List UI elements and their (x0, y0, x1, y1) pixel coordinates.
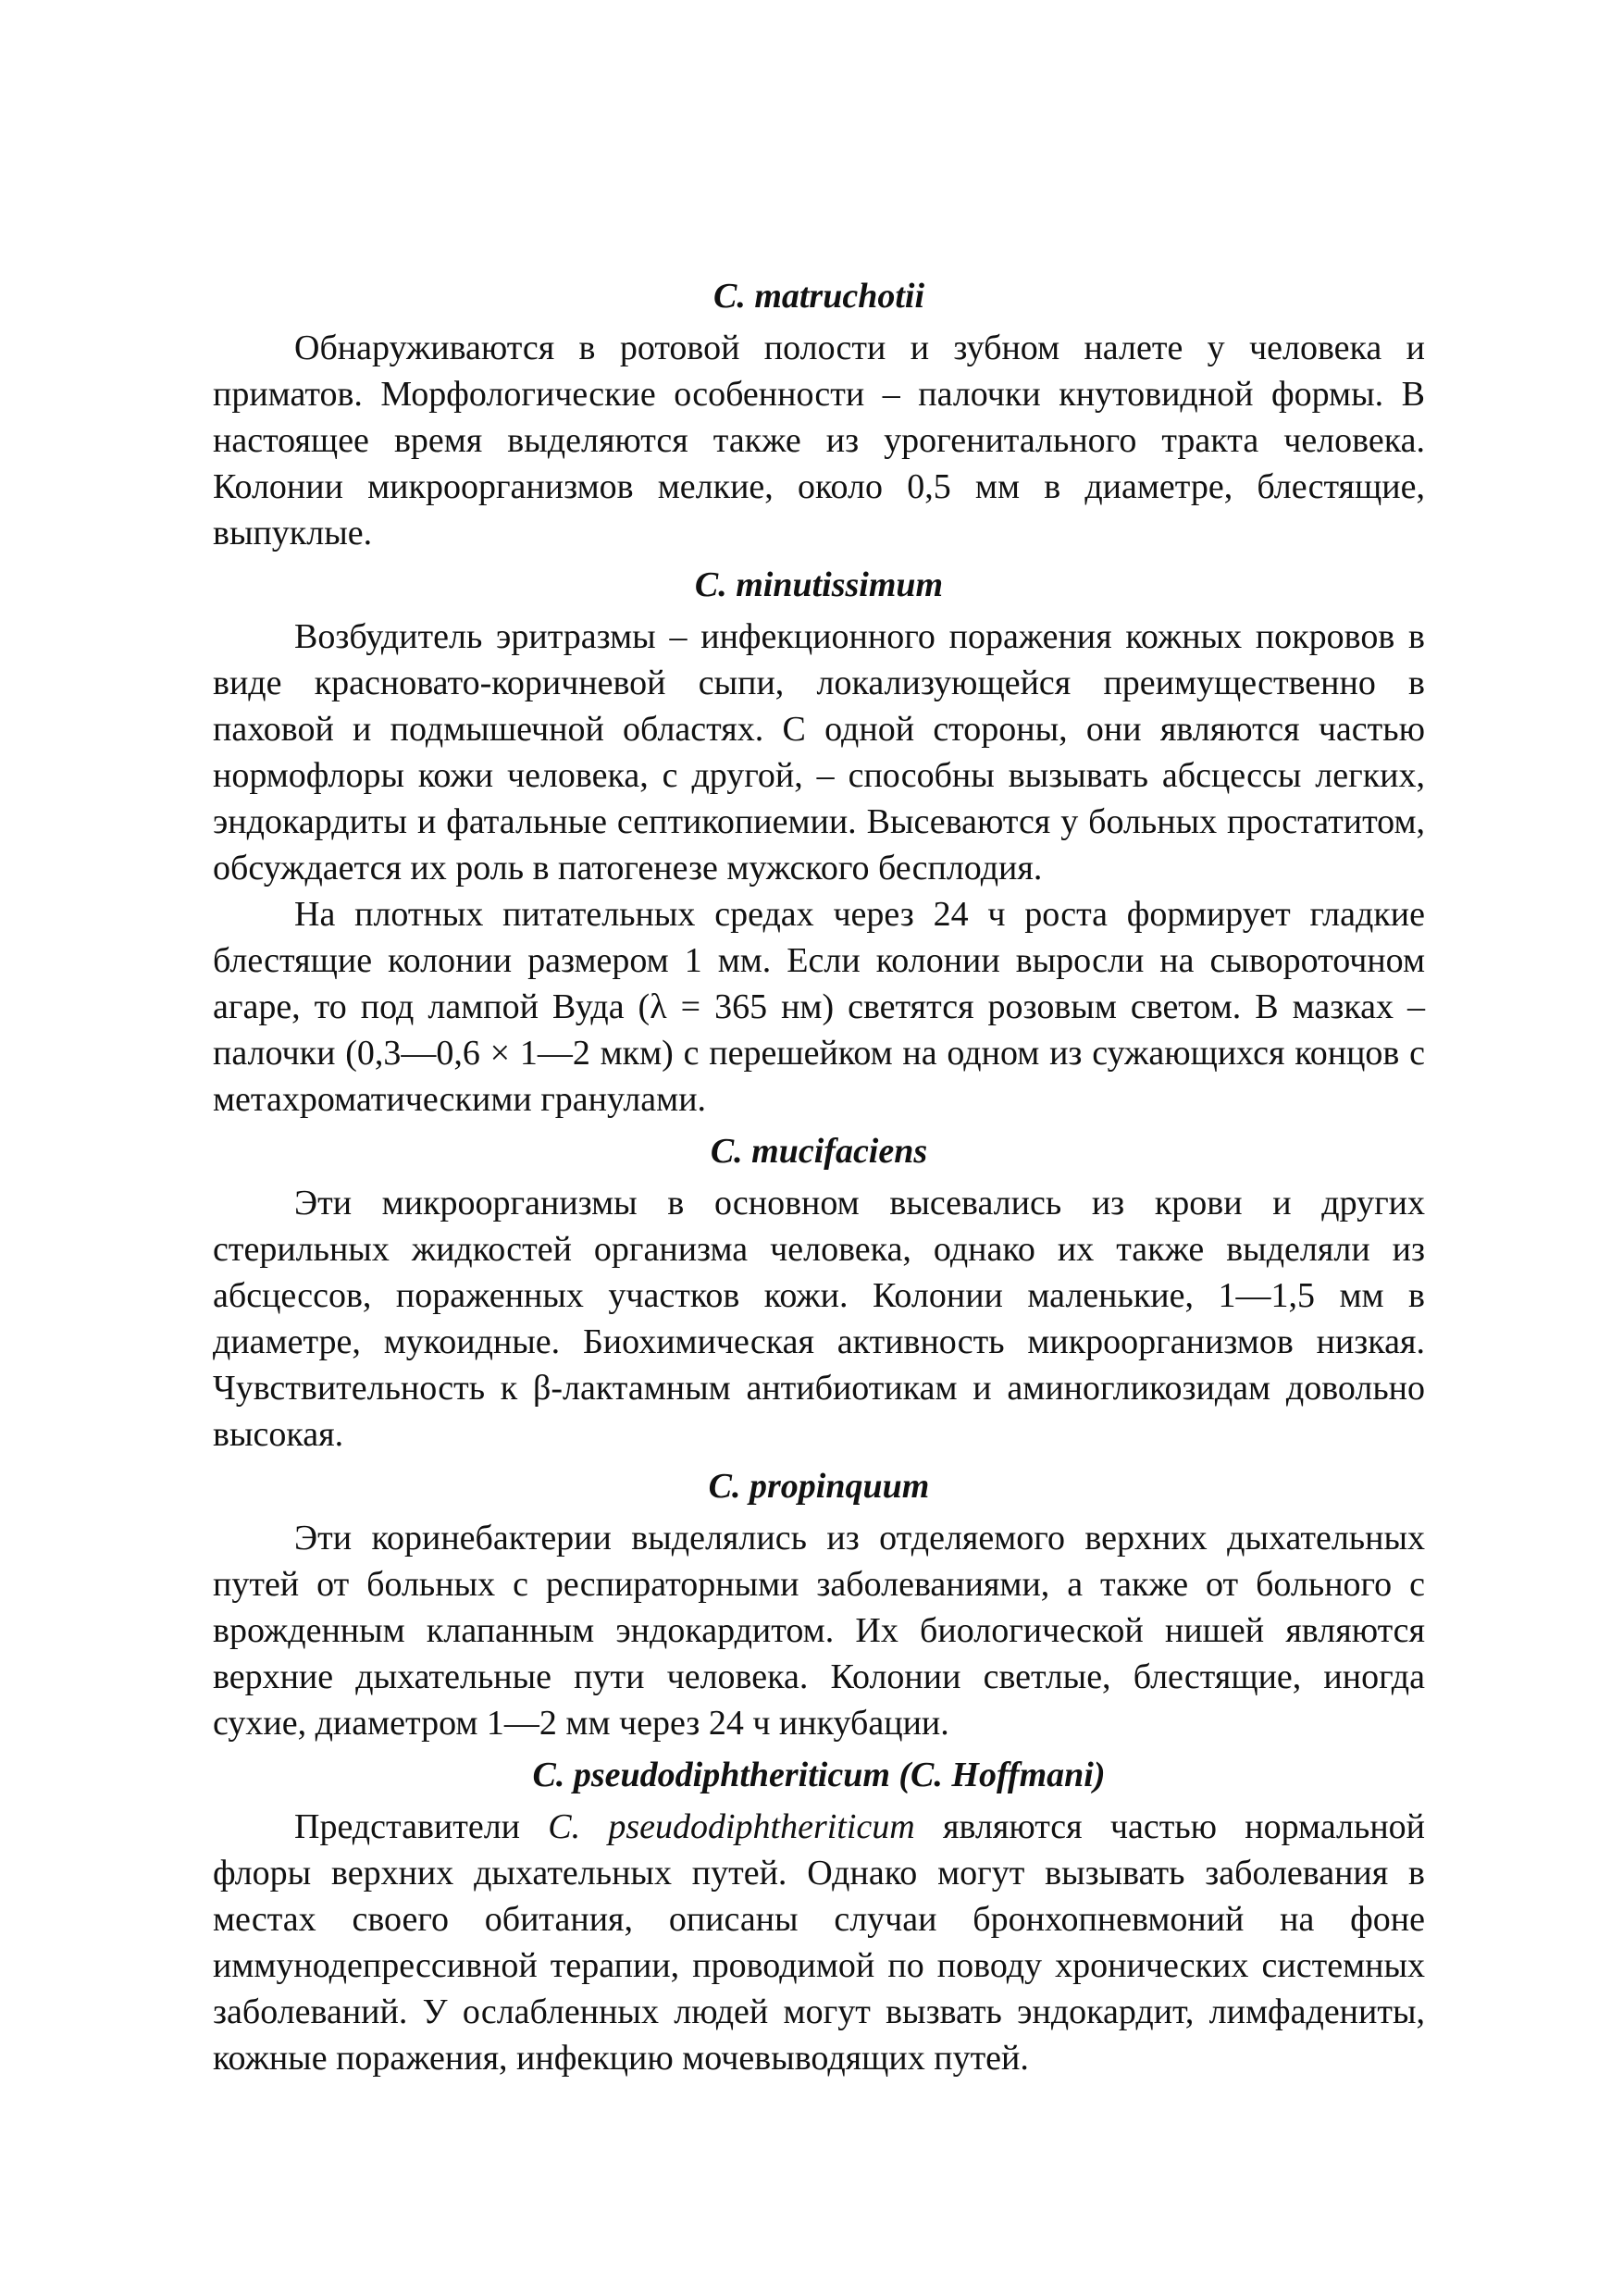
paragraph-lead: Представители (294, 1807, 549, 1846)
paragraph-rest: являются частью нормальной флоры верхних дыхательных путей. Однако могут вызывать заболевания в местах своего обитания, описаны случаи бронхопневмоний на фоне иммунодепрессивной терапии, проводимой по поводу хронических системных заболеваний. У ослабленных людей могут вызвать эндокардит, лимфадениты, кожные поражения, инфекцию мочевыводящих путей. (213, 1807, 1425, 2078)
document-page (213, 273, 1425, 2081)
paragraph: Возбудитель эритразмы – инфекционного поражения кожных покровов в виде красновато-коричневой сыпи, локализующейся преимущественно в паховой и подмышечной областях. С одной стороны, они являются частью нормофлоры кожи человека, с другой, – способны вызывать абсцессы легких, эндокардиты и фатальные септикопиемии. Высеваются у больных простатитом, обсуждается их роль в патогенезе мужского бесплодия. (213, 617, 1425, 887)
section-heading: C. matruchotii (712, 277, 925, 316)
section-c-matruchotii (213, 273, 1425, 556)
section-c-propinquum (213, 1463, 1425, 1746)
paragraph: Обнаруживаются в ротовой полости и зубном налете у человека и приматов. Морфологические особенности – палочки кнутовидной формы. В настоящее время выделяются также из урогенитального тракта человека. Колонии микроорганизмов мелкие, около 0,5 мм в диаметре, блестящие, выпуклые. (213, 329, 1425, 552)
section-heading: C. pseudodiphtheriticum (C. Hoffmani) (532, 1756, 1106, 1794)
paragraph: Эти микроорганизмы в основном высевались из крови и других стерильных жидкостей организма человека, однако их также выделяли из абсцессов, пораженных участков кожи. Колонии маленькие, 1—1,5 мм в диаметре, мукоидные. Биохимическая активность микроорганизмов низкая. Чувствительность к β-лактамным антибиотикам и аминогликозидам довольно высокая. (213, 1184, 1425, 1454)
section-heading: C. propinquum (708, 1467, 930, 1506)
section-c-mucifaciens (213, 1128, 1425, 1458)
paragraph: Эти коринебактерии выделялись из отделяемого верхних дыхательных путей от больных с респираторными заболеваниями, а также от больного с врожденным клапанным эндокардитом. Их биологической нишей являются верхние дыхательные пути человека. Колонии светлые, блестящие, иногда сухие, диаметром 1—2 мм через 24 ч инкубации. (213, 1519, 1425, 1743)
species-name-italic: C. pseudodiphtheriticum (548, 1807, 915, 1846)
paragraph: На плотных питательных средах через 24 ч роста формирует гладкие блестящие колонии размером 1 мм. Если колонии выросли на сывороточном агаре, то под лампой Вуда (λ = 365 нм) светятся розовым светом. В мазках – палочки (0,3—0,6 × 1—2 мкм) с перешейком на одном из сужающихся концов с метахроматическими гранулами. (213, 895, 1425, 1119)
paragraph (213, 1804, 1425, 2081)
section-c-minutissimum (213, 562, 1425, 1123)
section-c-pseudodiphtheriticum (213, 1752, 1425, 2081)
section-heading: C. minutissimum (694, 565, 944, 604)
section-heading: C. mucifaciens (710, 1132, 928, 1171)
